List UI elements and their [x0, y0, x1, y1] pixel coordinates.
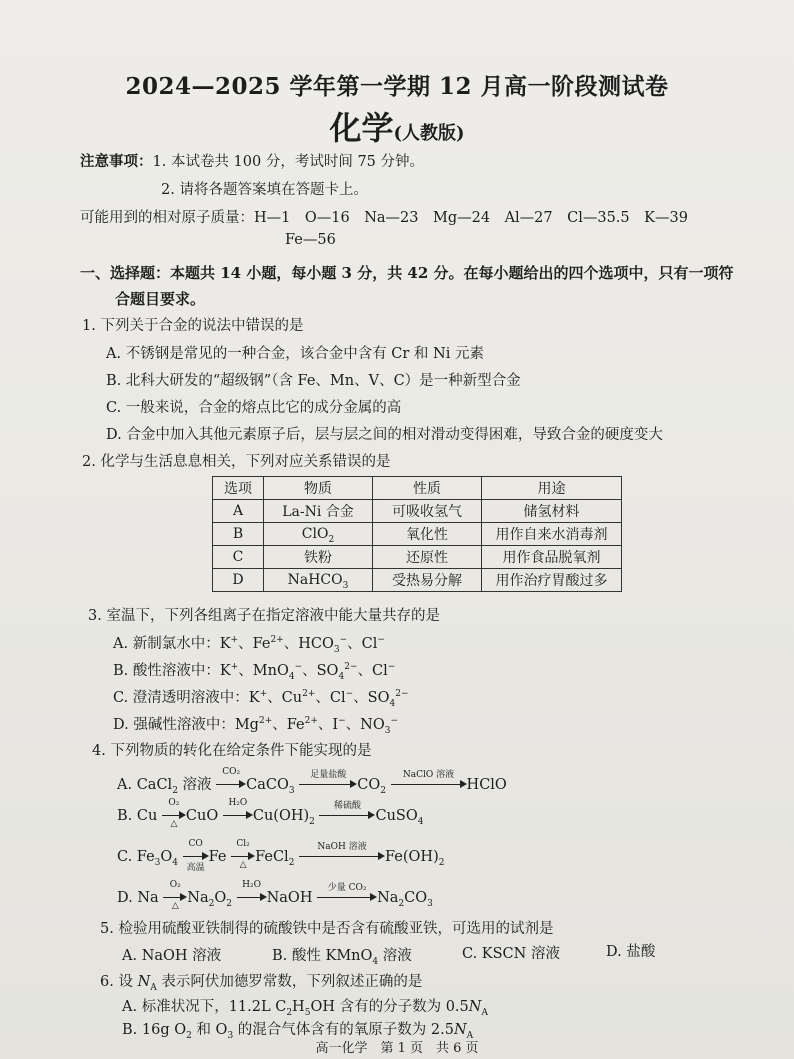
formula: Na	[137, 890, 159, 906]
arrow-condition: △	[171, 901, 179, 911]
arrow-condition: O₂	[169, 880, 181, 890]
subscript: 2	[309, 816, 315, 827]
q5-stem: 5. 检验用硫酸亚铁制得的硫酸铁中是否含有硫酸亚铁，可选用的试剂是	[100, 921, 554, 937]
option-text: OH 含有的分子数为 0.5	[310, 999, 469, 1015]
option-label: B.	[117, 808, 133, 824]
q3-stem: 3. 室温下，下列各组离子在指定溶液中能大量共存的是	[88, 608, 440, 624]
arrow-condition: O₂	[168, 798, 180, 808]
reaction-arrow	[231, 839, 255, 870]
notice-item-2: 2. 请将各题答案填在答题卡上。	[161, 182, 368, 198]
option-label: C.	[117, 849, 133, 865]
formula: CuO	[185, 808, 219, 824]
subscript: 3	[288, 785, 295, 796]
table-row	[213, 569, 622, 592]
q5-option-a: A. NaOH 溶液	[122, 948, 222, 964]
formula: CaCl	[136, 777, 173, 793]
table-cell: B	[213, 523, 264, 546]
arrow-condition: 高温	[186, 863, 205, 873]
table-cell	[264, 569, 373, 592]
table-cell: 用作食品脱氧剂	[482, 546, 622, 569]
option-text: B. 酸性 KMnO	[272, 948, 373, 964]
table-cell: A	[213, 500, 264, 523]
q3-option-c: C. 澄清透明溶液中：K+、$Cu^{2+}$、Cl−、$SO_4^{2-}$	[113, 689, 409, 709]
subscript: 2	[172, 785, 178, 796]
table-cell: 储氢材料	[482, 500, 622, 523]
q4-option-a	[117, 767, 507, 796]
stem-text: 6. 设	[100, 974, 138, 990]
table-row	[213, 546, 622, 569]
option-text: H	[292, 999, 305, 1015]
formula: Na	[377, 890, 399, 906]
atomic-mass-line-2: Fe—56	[285, 232, 336, 248]
q1-option-c: C. 一般来说，合金的熔点比它的成分金属的高	[106, 400, 402, 416]
edition-label: (人教版)	[393, 123, 465, 144]
option-label: D.	[117, 890, 133, 906]
formula: CO	[357, 777, 381, 793]
arrow-condition: △	[239, 860, 247, 870]
table-header: 用途	[482, 477, 622, 500]
formula: HClO	[466, 777, 507, 793]
q1-option-b: B. 北科大研发的“超级钢”（含 Fe、Mn、V、C）是一种新型合金	[106, 373, 521, 389]
arrow-condition: H₂O	[228, 798, 248, 808]
arrow-condition: NaOH 溶液	[317, 842, 367, 852]
option-text: B. 酸性溶液中：	[113, 663, 220, 679]
subscript: 2	[226, 898, 232, 909]
formula: NaHCO	[287, 572, 343, 588]
arrow-condition: 足量盐酸	[310, 770, 347, 780]
reaction-arrow	[237, 880, 267, 904]
arrow-condition: 稀硫酸	[333, 801, 361, 811]
section-heading-line-1: 一、选择题：本题共 14 小题，每小题 3 分，共 42 分。在每小题给出的四个选项中，只有一项符	[80, 264, 734, 282]
q4-option-c	[117, 839, 445, 873]
subscript: A	[150, 982, 157, 993]
notice-item-1: 1. 本试卷共 100 分，考试时间 75 分钟。	[152, 154, 425, 170]
table-row	[213, 500, 622, 523]
table-cell: 用作治疗胃酸过多	[482, 569, 622, 592]
q4-stem: 4. 下列物质的转化在给定条件下能实现的是	[92, 743, 372, 759]
q4-option-b	[117, 798, 424, 829]
table-cell: 可吸收氢气	[373, 500, 482, 523]
page-footer: 高一化学 第 1 页 共 6 页	[315, 1041, 479, 1056]
stem-text: 表示阿伏加德罗常数，下列叙述正确的是	[156, 974, 423, 990]
table-header: 选项	[213, 477, 264, 500]
arrow-condition: CO	[188, 839, 203, 849]
formula: CO	[404, 890, 428, 906]
option-text: C. 澄清透明溶液中：	[113, 690, 249, 706]
formula: NaOH	[266, 890, 313, 906]
q4-option-d	[117, 880, 433, 911]
table-cell: 用作自来水消毒剂	[482, 523, 622, 546]
q6-stem	[100, 970, 422, 991]
formula: Na	[187, 890, 209, 906]
q1-option-a: A. 不锈钢是常见的一种合金，该合金中含有 Cr 和 Ni 元素	[106, 346, 484, 362]
option-text: A. 新制氯水中：	[113, 636, 220, 652]
q6-option-a: A. 标准状况下，11.2L $C_2H_5OH$ 含有的分子数为 $0.5N_A$	[122, 999, 488, 1018]
reaction-arrow	[319, 801, 375, 822]
table-cell	[264, 523, 373, 546]
q3-option-b: B. 酸性溶液中：K+、MnO$_4$−、$SO_4^{2-}$、Cl−	[113, 662, 396, 682]
table-header-row	[213, 477, 622, 500]
formula: O	[214, 890, 227, 906]
arrow-condition: CO₂	[222, 767, 241, 777]
q5-option-d: D. 盐酸	[606, 944, 656, 960]
arrow-condition: H₂O	[242, 880, 262, 890]
q3-option-a: A. 新制氯水中：K+、$Fe^{2+}$、$HCO_3^-$、Cl−	[113, 635, 385, 655]
table-cell: 还原性	[373, 546, 482, 569]
subscript: 2	[328, 534, 335, 545]
reaction-arrow	[317, 883, 377, 904]
formula: O	[160, 849, 173, 865]
q2-table	[212, 476, 622, 592]
q3-option-d: D. 强碱性溶液中：$Mg^{2+}$、$Fe^{2+}$、I−、$NO_3^-$	[113, 716, 399, 736]
reaction-arrow	[183, 839, 209, 873]
option-label: A.	[117, 777, 133, 793]
q1-option-d: D. 合金中加入其他元素原子后，层与层之间的相对滑动变得困难，导致合金的硬度变大	[106, 427, 663, 443]
q1-stem: 1. 下列关于合金的说法中错误的是	[82, 318, 304, 334]
table-cell: 氧化性	[373, 523, 482, 546]
reaction-arrow	[299, 770, 357, 791]
option-text: 溶液	[378, 948, 412, 964]
formula: CaCO	[246, 777, 289, 793]
reaction-arrow	[223, 798, 253, 822]
reaction-arrow	[162, 798, 186, 829]
formula: Cu(OH)	[252, 808, 310, 824]
arrow-condition: NaClO 溶液	[402, 770, 455, 780]
option-text: 的混合气体含有的氧原子数为 2.5	[233, 1022, 454, 1038]
subscript: 3	[154, 857, 161, 868]
notice-label: 注意事项：	[80, 153, 153, 170]
subscript: 2	[438, 857, 445, 868]
q2-stem: 2. 化学与生活息息相关，下列对应关系错误的是	[82, 454, 391, 470]
subscript: 3	[427, 898, 433, 909]
formula: Fe(OH)	[385, 849, 439, 865]
formula: Fe	[208, 849, 227, 865]
notice-line-1	[80, 150, 424, 171]
arrow-condition: Cl₂	[236, 839, 250, 849]
formula: ClO	[301, 526, 329, 542]
subscript: 4	[372, 956, 379, 967]
table-cell: 铁粉	[264, 546, 373, 569]
formula: Fe	[136, 849, 155, 865]
subject-name: 化学	[329, 109, 394, 147]
subject-heading	[0, 103, 794, 149]
formula: N	[137, 974, 151, 990]
exam-title: 2024—2025 学年第一学期 12 月高一阶段测试卷	[125, 73, 669, 100]
reaction-arrow	[299, 842, 385, 863]
table-header: 物质	[264, 477, 373, 500]
atomic-mass-line-1: 可能用到的相对原子质量：H—1 O—16 Na—23 Mg—24 Al—27 Cl—35.5 K—39	[80, 210, 688, 226]
q5-option-b	[272, 944, 412, 965]
subscript: 4	[172, 857, 179, 868]
formula: 溶液	[177, 777, 212, 793]
q5-option-c: C. KSCN 溶液	[462, 946, 560, 962]
reaction-arrow	[391, 770, 467, 791]
arrow-condition: 少量 CO₂	[327, 883, 367, 893]
q6-option-b: B. 16g $O_2$ 和 $O_3$ 的混合气体含有的氧原子数为 $2.5N_A$	[122, 1022, 474, 1041]
table-cell: D	[213, 569, 264, 592]
formula: Cu	[136, 808, 158, 824]
table-cell: La-Ni 合金	[264, 500, 373, 523]
option-text: B. 16g O	[122, 1022, 187, 1038]
subscript: 2	[398, 898, 405, 909]
reaction-arrow	[163, 880, 187, 911]
section-heading-line-2: 合题目要求。	[115, 290, 206, 308]
subscript: 2	[380, 785, 386, 796]
option-text: A. 标准状况下，11.2L C	[122, 999, 287, 1015]
subscript: 3	[342, 580, 349, 591]
table-cell: C	[213, 546, 264, 569]
table-row	[213, 523, 622, 546]
table-header: 性质	[373, 477, 482, 500]
reaction-arrow	[216, 767, 246, 791]
table-cell: 受热易分解	[373, 569, 482, 592]
formula: FeCl	[255, 849, 289, 865]
subscript: 2	[288, 857, 295, 868]
subscript: 2	[208, 898, 215, 909]
option-text: D. 强碱性溶液中：	[113, 717, 235, 733]
formula: CuSO	[375, 808, 418, 824]
subscript: 4	[417, 816, 424, 827]
arrow-condition: △	[170, 819, 178, 829]
option-text: 和 O	[191, 1022, 228, 1038]
